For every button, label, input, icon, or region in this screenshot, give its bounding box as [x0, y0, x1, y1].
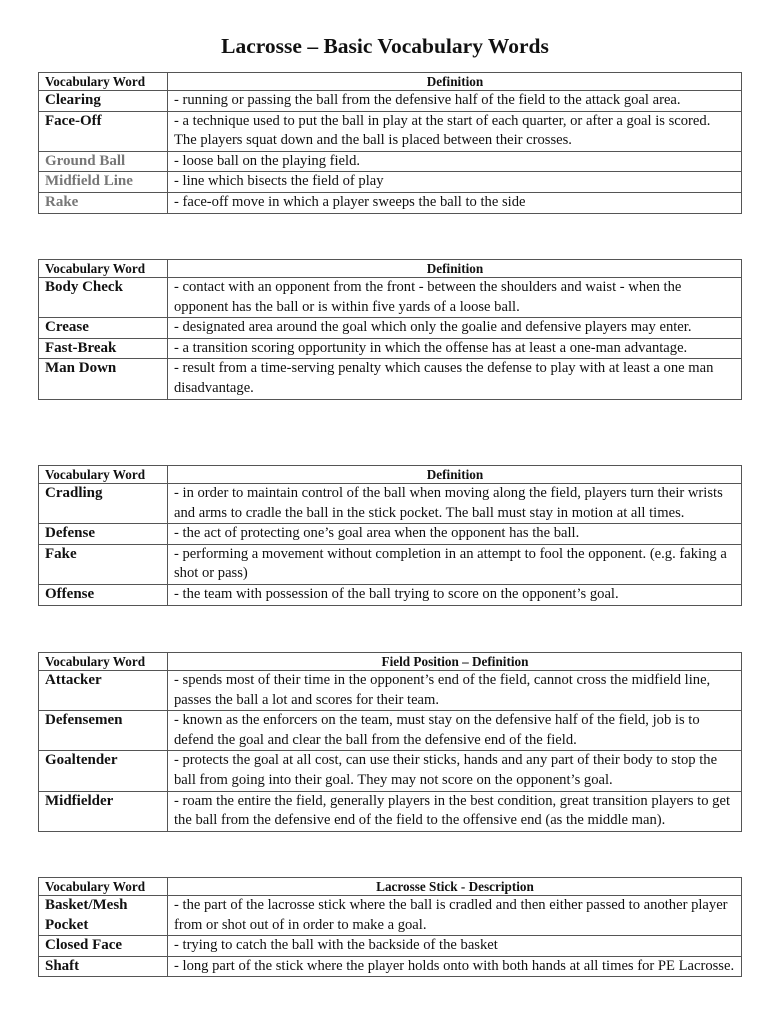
- definition: - spends most of their time in the opponent’s end of the field, cannot cross the midfield line, passes the ball a lot and scores for their team.: [168, 671, 742, 711]
- header-definition: Lacrosse Stick - Description: [168, 878, 742, 896]
- table-row: [39, 711, 742, 751]
- vocab-table-4: [38, 652, 742, 832]
- definition: - a technique used to put the ball in play at the start of each quarter, or after a goal is scored. The players squat down and the ball is placed between their crosses.: [168, 111, 742, 151]
- table-row: [39, 318, 742, 339]
- table-row: [39, 192, 742, 213]
- definition: - trying to catch the ball with the backside of the basket: [168, 936, 742, 957]
- table-header-row: [39, 260, 742, 278]
- table-row: [39, 278, 742, 318]
- header-definition: Definition: [168, 466, 742, 484]
- definition: - running or passing the ball from the defensive half of the field to the attack goal area.: [168, 91, 742, 112]
- table-row: [39, 359, 742, 399]
- header-vocabulary-word: Vocabulary Word: [39, 73, 168, 91]
- term: Body Check: [39, 278, 168, 318]
- term: Ground Ball: [39, 151, 168, 172]
- term: Crease: [39, 318, 168, 339]
- term: Defense: [39, 524, 168, 545]
- definition: - long part of the stick where the player holds onto with both hands at all times for PE Lacrosse.: [168, 956, 742, 977]
- header-vocabulary-word: Vocabulary Word: [39, 653, 168, 671]
- term: Shaft: [39, 956, 168, 977]
- term: Cradling: [39, 484, 168, 524]
- header-definition: Definition: [168, 73, 742, 91]
- table-row: [39, 338, 742, 359]
- table-row: [39, 751, 742, 791]
- definition: - in order to maintain control of the ball when moving along the field, players turn their wrists and arms to cradle the ball in the stick pocket. The ball must stay in motion at all times.: [168, 484, 742, 524]
- table-row: [39, 111, 742, 151]
- table-row: [39, 671, 742, 711]
- definition: - result from a time-serving penalty which causes the defense to play with at least a one man disadvantage.: [168, 359, 742, 399]
- definition: - line which bisects the field of play: [168, 172, 742, 193]
- term: Clearing: [39, 91, 168, 112]
- term: Attacker: [39, 671, 168, 711]
- table-row: [39, 896, 742, 936]
- table-header-row: [39, 73, 742, 91]
- definition: - the part of the lacrosse stick where the ball is cradled and then either passed to another player from or shot out of in order to make a goal.: [168, 896, 742, 936]
- definition: - the act of protecting one’s goal area when the opponent has the ball.: [168, 524, 742, 545]
- table-row: [39, 544, 742, 584]
- term: Defensemen: [39, 711, 168, 751]
- term: Face-Off: [39, 111, 168, 151]
- definition: - contact with an opponent from the front - between the shoulders and waist - when the opponent has the ball or is within five yards of a loose ball.: [168, 278, 742, 318]
- page-title: Lacrosse – Basic Vocabulary Words: [221, 34, 549, 58]
- table-row: [39, 524, 742, 545]
- vocab-table-1: [38, 72, 742, 214]
- term: Midfield Line: [39, 172, 168, 193]
- table-header-row: [39, 878, 742, 896]
- term: Goaltender: [39, 751, 168, 791]
- table-row: [39, 956, 742, 977]
- table-row: [39, 91, 742, 112]
- vocab-table-5: [38, 877, 742, 977]
- term: Rake: [39, 192, 168, 213]
- table-row: [39, 791, 742, 831]
- definition: - the team with possession of the ball trying to score on the opponent’s goal.: [168, 584, 742, 605]
- term: Basket/Mesh Pocket: [39, 896, 168, 936]
- table-row: [39, 484, 742, 524]
- header-vocabulary-word: Vocabulary Word: [39, 466, 168, 484]
- definition: - designated area around the goal which only the goalie and defensive players may enter.: [168, 318, 742, 339]
- term: Fake: [39, 544, 168, 584]
- definition: - a transition scoring opportunity in which the offense has at least a one-man advantage.: [168, 338, 742, 359]
- header-vocabulary-word: Vocabulary Word: [39, 260, 168, 278]
- definition: - known as the enforcers on the team, must stay on the defensive half of the field, job is to defend the goal and clear the ball from the defensive end of the field.: [168, 711, 742, 751]
- term: Man Down: [39, 359, 168, 399]
- definition: - face-off move in which a player sweeps the ball to the side: [168, 192, 742, 213]
- vocab-table-3: [38, 465, 742, 606]
- table-header-row: [39, 466, 742, 484]
- definition: - loose ball on the playing field.: [168, 151, 742, 172]
- table-header-row: [39, 653, 742, 671]
- definition: - roam the entire the field, generally players in the best condition, great transition players to get the ball from the defensive end of the field to the offensive end (as the middle man).: [168, 791, 742, 831]
- term: Offense: [39, 584, 168, 605]
- vocab-table-2: [38, 259, 742, 400]
- header-definition: Definition: [168, 260, 742, 278]
- term: Midfielder: [39, 791, 168, 831]
- term: Fast-Break: [39, 338, 168, 359]
- definition: - performing a movement without completion in an attempt to fool the opponent. (e.g. faking a shot or pass): [168, 544, 742, 584]
- table-row: [39, 151, 742, 172]
- header-vocabulary-word: Vocabulary Word: [39, 878, 168, 896]
- table-row: [39, 584, 742, 605]
- term: Closed Face: [39, 936, 168, 957]
- header-definition: Field Position – Definition: [168, 653, 742, 671]
- table-row: [39, 172, 742, 193]
- definition: - protects the goal at all cost, can use their sticks, hands and any part of their body to stop the ball from going into their goal. They may not score on the opponent’s goal.: [168, 751, 742, 791]
- table-row: [39, 936, 742, 957]
